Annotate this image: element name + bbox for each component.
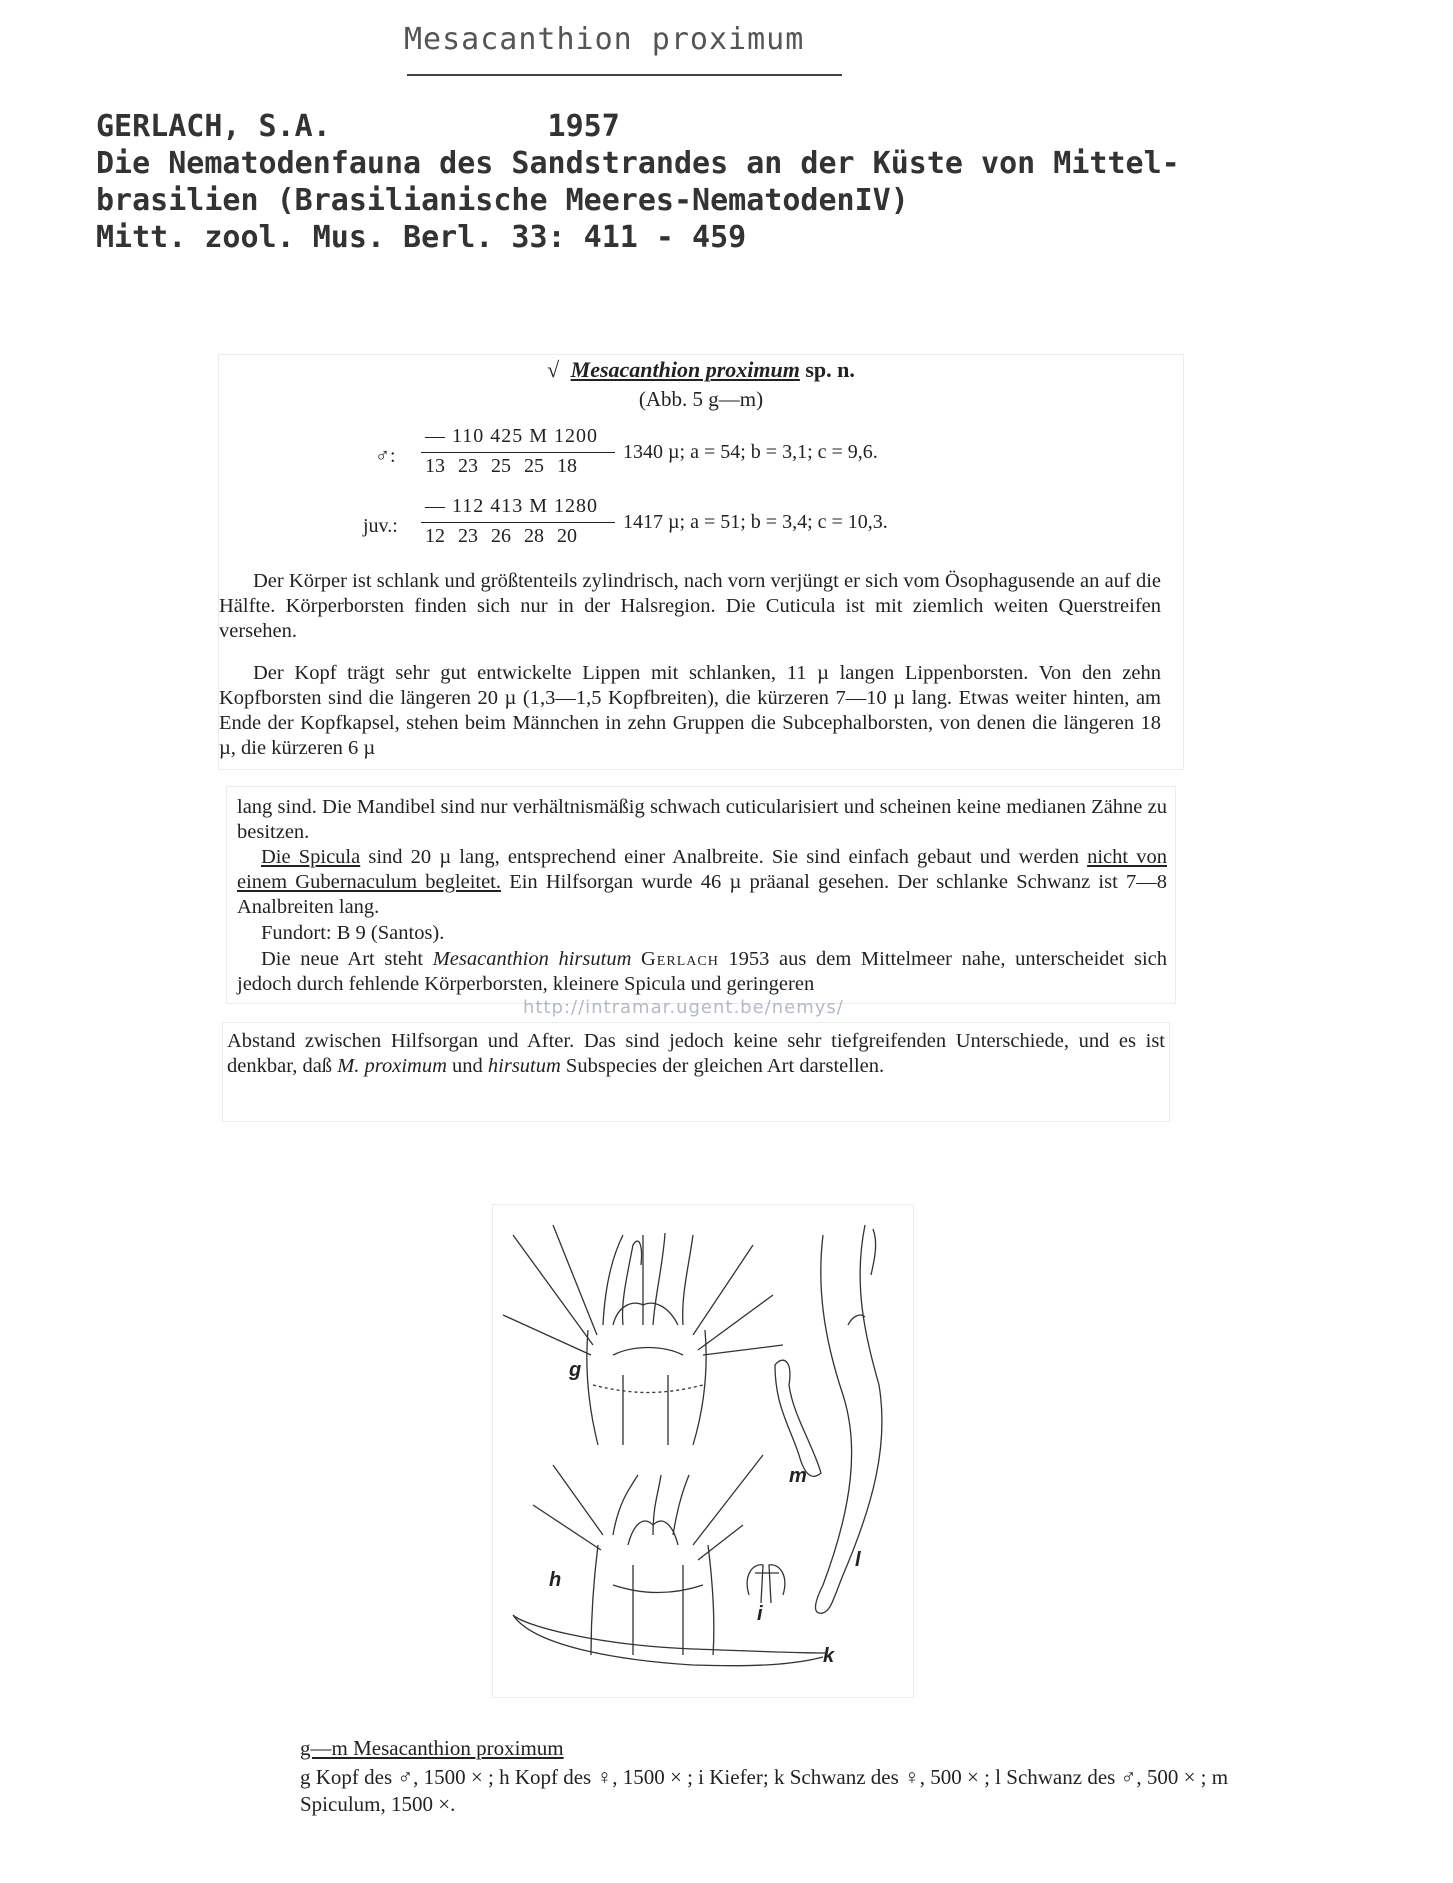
label-i: i bbox=[757, 1603, 763, 1625]
figure-plate bbox=[492, 1204, 914, 1698]
fraction-line bbox=[421, 522, 615, 523]
species-heading bbox=[219, 355, 1183, 385]
nematode-drawings bbox=[493, 1205, 915, 1699]
species-abbrev: M. proximum bbox=[337, 1055, 447, 1077]
male-tail-drawing bbox=[816, 1225, 882, 1613]
fundort: Fundort: B 9 (Santos). bbox=[261, 922, 445, 944]
caption-clipping bbox=[300, 1736, 1236, 1844]
female-tail-drawing bbox=[513, 1615, 825, 1666]
watermark-url: http://intramar.ugent.be/nemys/ bbox=[523, 997, 844, 1018]
page-title: Mesacanthion proximum bbox=[404, 22, 805, 57]
male-label: ♂: bbox=[375, 445, 396, 467]
comparison-species: Mesacanthion hirsutum bbox=[432, 948, 632, 970]
description-clipping bbox=[218, 354, 1184, 770]
jaw-drawing bbox=[747, 1565, 785, 1603]
head-female-drawing bbox=[533, 1455, 763, 1655]
fraction-line bbox=[421, 452, 615, 453]
spiculum-drawing bbox=[775, 1360, 821, 1476]
species-name: Mesacanthion proximum bbox=[570, 357, 800, 382]
male-denominator: 13 23 25 25 18 bbox=[425, 455, 577, 477]
juvenile-label: juv.: bbox=[363, 515, 398, 537]
male-numerator: — 110 425 M 1200 bbox=[425, 425, 599, 447]
paragraph-conclusion: Abstand zwischen Hilfsorgan und After. Das sind jedoch keine sehr tiefgreifenden Unterschiede, und es ist denkbar, daß M. proximum und hirsutum Subspecies der gleichen Art darstellen. bbox=[227, 1030, 1165, 1077]
label-m: m bbox=[789, 1465, 807, 1487]
check-mark: √ bbox=[547, 357, 560, 382]
caption-body: g Kopf des ♂, 1500 × ; h Kopf des ♀, 1500 × ; i Kiefer; k Schwanz des ♀, 500 × ; l Schwanz des ♂, 500 × ; m Spiculum, 1500 ×. bbox=[300, 1765, 1229, 1816]
continuation-clipping bbox=[226, 786, 1176, 1018]
paragraph-head: Der Kopf trägt sehr gut entwickelte Lippen mit schlanken, 11 µ langen Lippenborsten. Von den zehn Kopfborsten sind die längeren 20 µ (1,3—1,5 Kopfbreiten), die kürzeren 7—10 µ lang. Etwas weiter hinten, am Ende der Kopfkapsel, stehen beim Männchen in zehn Gruppen die Subcephalborsten, von denen die längeren 18 µ, die kürzeren 6 µ bbox=[219, 662, 1161, 759]
juvenile-numerator: — 112 413 M 1280 bbox=[425, 495, 599, 517]
paragraph-comparison: Die neue Art steht Mesacanthion hirsutum Gerlach 1953 aus dem Mittelmeer nahe, unterscheidet sich jedoch durch fehlende Körperborsten, kleinere Spicula und geringeren bbox=[237, 948, 1167, 995]
juvenile-measurements: 1417 µ; a = 51; b = 3,4; c = 10,3. bbox=[623, 511, 888, 533]
caption-title: g—m Mesacanthion proximum bbox=[300, 1736, 564, 1760]
reference-line: GERLACH, S.A. 1957 bbox=[96, 109, 620, 144]
reference-block bbox=[96, 108, 1180, 256]
paragraph-mandibel: lang sind. Die Mandibel sind nur verhältnismäßig schwach cuticularisiert und scheinen keine medianen Zähne zu besitzen. bbox=[237, 796, 1167, 843]
head-male-drawing bbox=[503, 1225, 783, 1445]
author-name: Gerlach bbox=[641, 948, 719, 970]
paragraph-body: Der Körper ist schlank und größtenteils zylindrisch, nach vorn verjüngt er sich vom Ösophagusende an auf die Hälfte. Körperborsten finden sich nur in der Halsregion. Die Cuticula ist mit ziemlich weiten Querstreifen versehen. bbox=[219, 570, 1161, 642]
juvenile-denominator: 12 23 26 28 20 bbox=[425, 525, 577, 547]
species-epithet: hirsutum bbox=[487, 1055, 561, 1077]
male-measurements: 1340 µ; a = 54; b = 3,1; c = 9,6. bbox=[623, 441, 878, 463]
species-suffix: sp. n. bbox=[805, 357, 855, 382]
paragraph-spicula: Die Spicula sind 20 µ lang, entsprechend einer Analbreite. Sie sind einfach gebaut und werden nicht von einem Gubernaculum begleitet. Ein Hilfsorgan wurde 46 µ präanal gesehen. Der schlanke Schwanz ist 7—8 Analbreiten lang. bbox=[237, 846, 1167, 918]
conclusion-clipping bbox=[222, 1022, 1170, 1122]
label-k: k bbox=[823, 1645, 835, 1667]
title-underline bbox=[407, 74, 842, 76]
label-g: g bbox=[569, 1359, 582, 1381]
gubernaculum-note: nicht von einem Gubernaculum begleitet. bbox=[237, 846, 1167, 893]
label-l: l bbox=[855, 1549, 861, 1571]
figure-reference: (Abb. 5 g—m) bbox=[638, 387, 764, 411]
label-h: h bbox=[549, 1569, 562, 1591]
reference-line: Die Nematodenfauna des Sandstrandes an der Küste von Mittel- bbox=[96, 146, 1180, 181]
reference-line: brasilien (Brasilianische Meeres-NematodenIV) bbox=[96, 183, 909, 218]
reference-line: Mitt. zool. Mus. Berl. 33: 411 - 459 bbox=[96, 220, 747, 255]
spicula-term: Die Spicula bbox=[261, 846, 361, 868]
